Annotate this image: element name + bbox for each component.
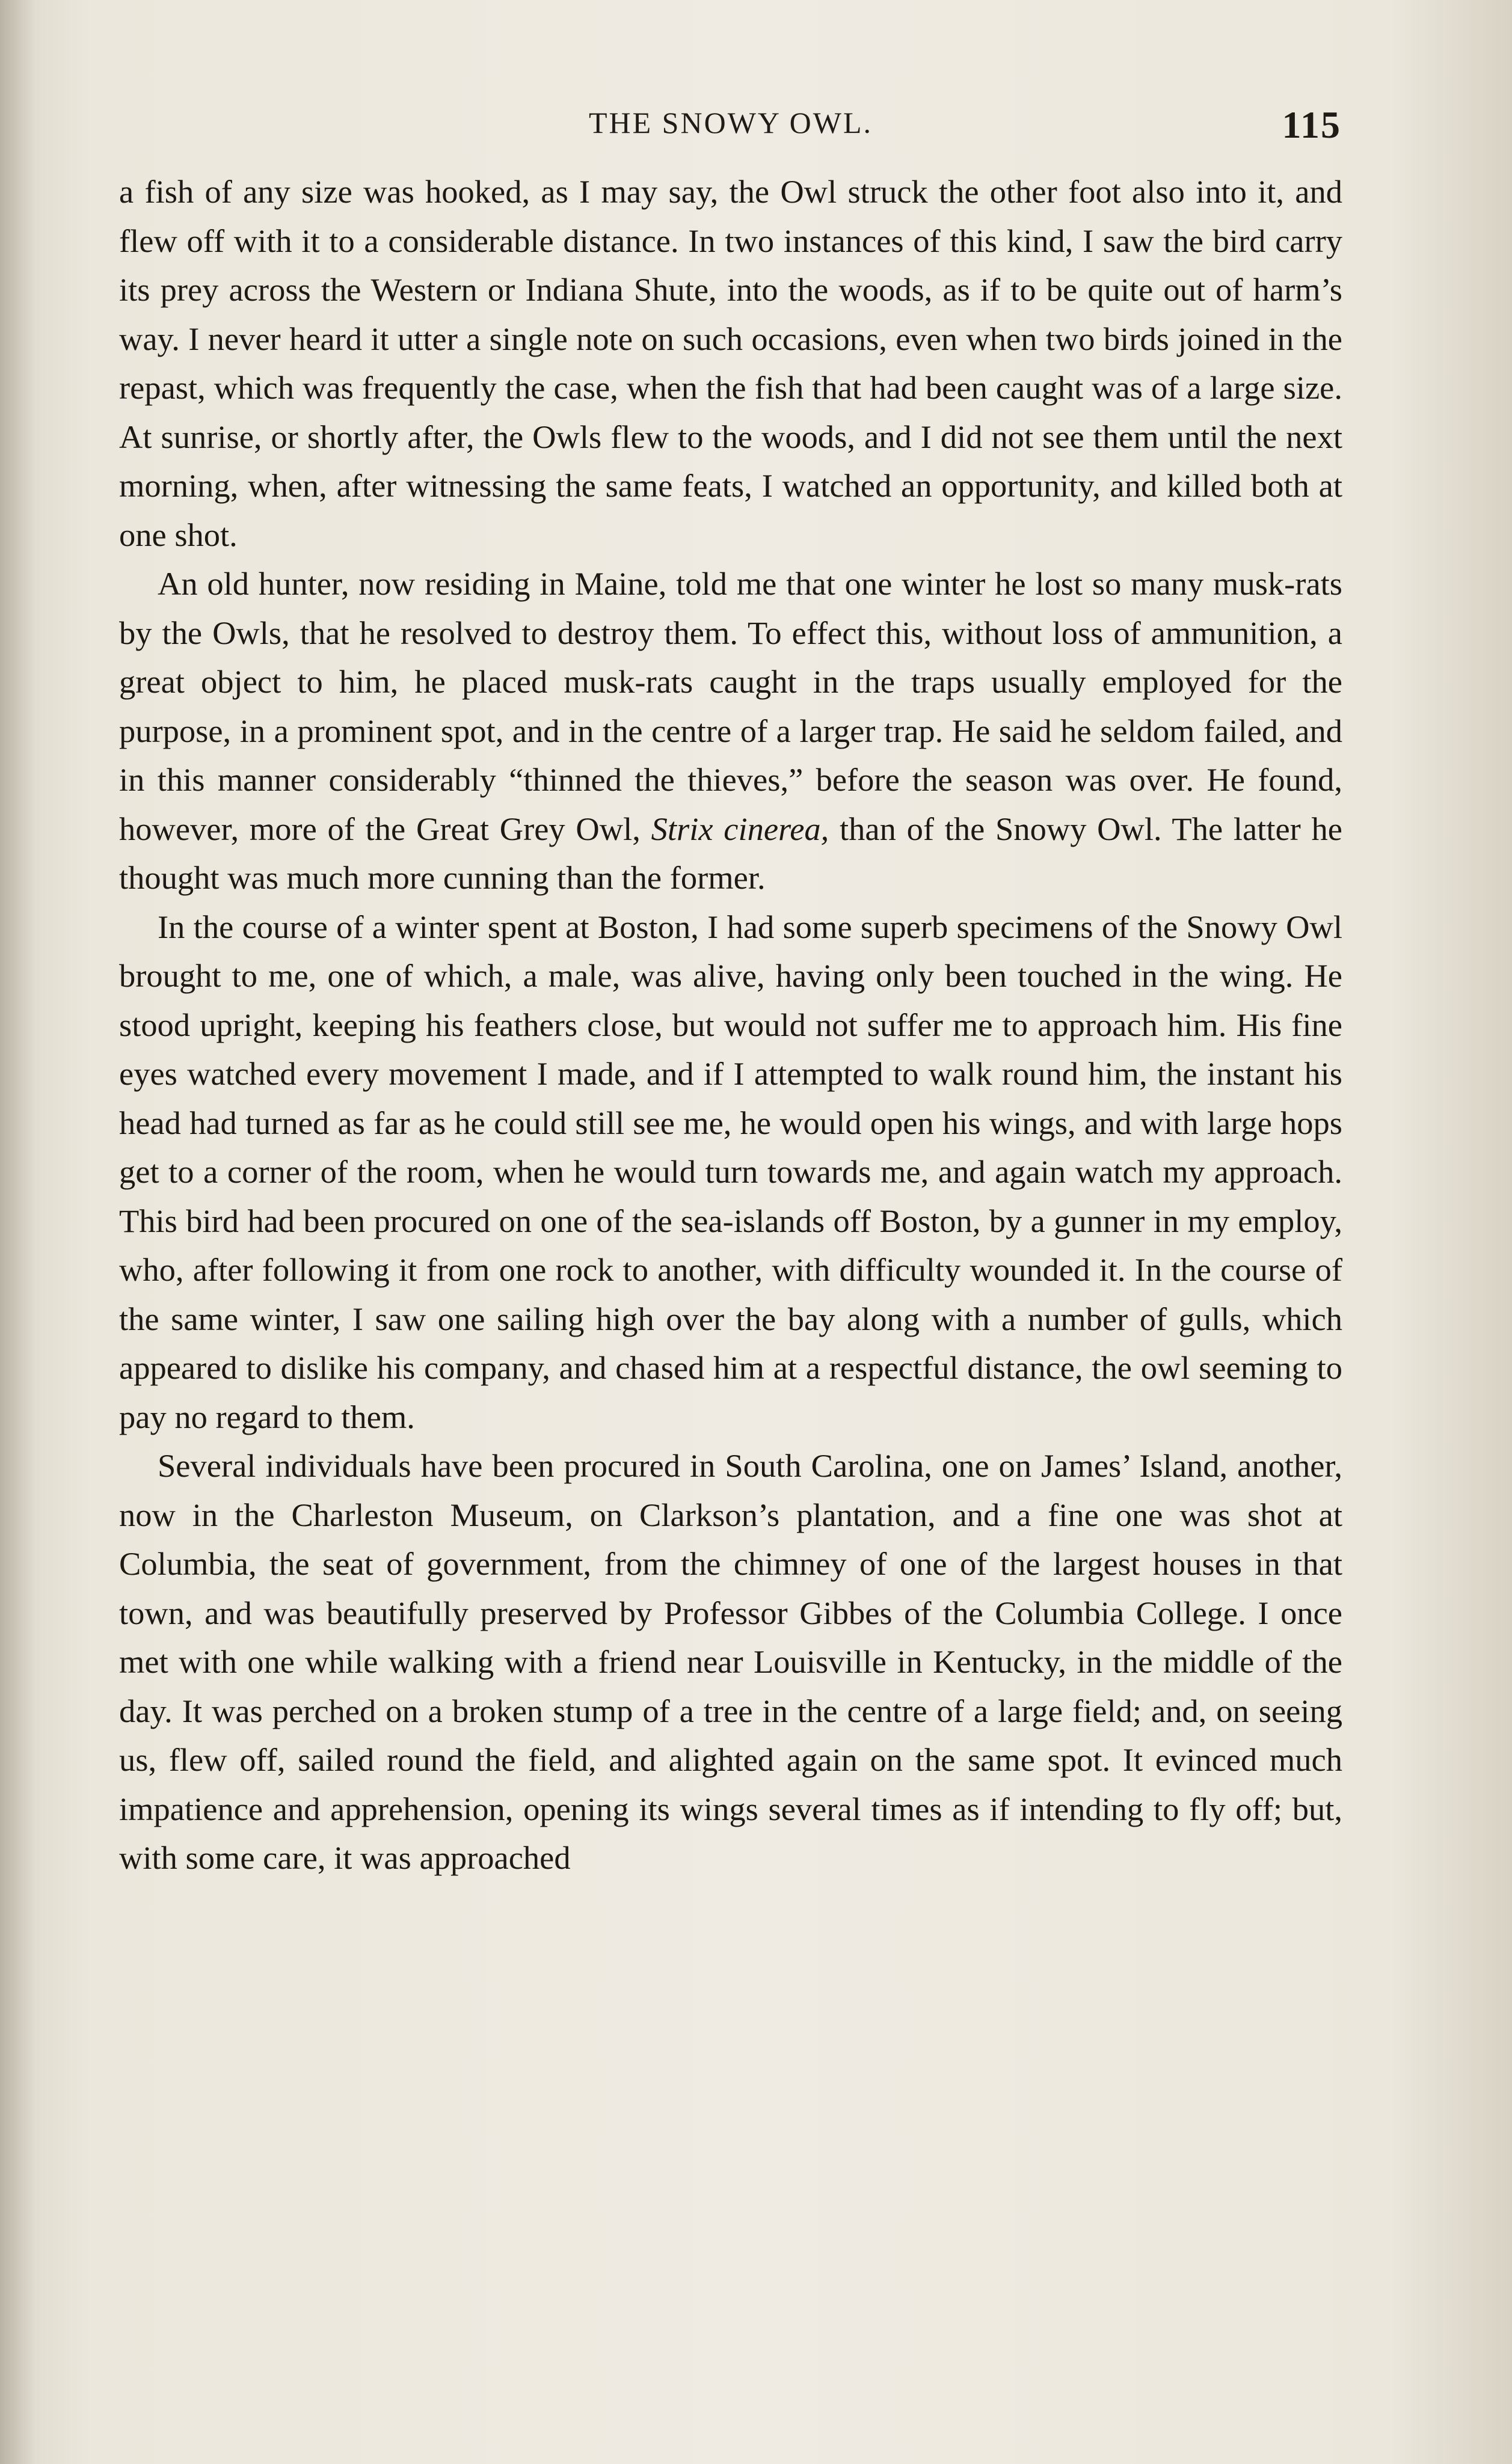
paragraph-3: In the course of a winter spent at Boston, I had some superb specimens of the Snowy Owl brought to me, one of which, a male, was alive, having only been touched in the wing. He stood upright, keeping his feathers close, but would not suffer me to approach him. His fine eyes watched every movement I made, and if I attempted to walk round him, the instant his head had turned as far as he could still see me, he would open his wings, and with large hops get to a corner of the room, when he would turn towards me, and again watch my approach. This bird had been procured on one of the sea-islands off Boston, by a gunner in my employ, who, after following it from one rock to another, with difficulty wounded it. In the course of the same winter, I saw one sailing high over the bay along with a number of gulls, which appeared to dislike his company, and chased him at a respectful distance, the owl seeming to pay no regard to them. xyxy=(119,908,1342,1435)
paragraph-1: a fish of any size was hooked, as I may say, the Owl struck the other foot also into it, and flew off with it to a considerable distance. In two instances of this kind, I saw the bird carry its prey across the Western or Indiana Shute, into the woods, as if to be quite out of harm’s way. I never heard it utter a single note on such occasions, even when two birds joined in the repast, which was frequently the case, when the fish that had been caught was of a large size. At sunrise, or shortly after, the Owls flew to the woods, and I did not see them until the next morning, when, after witnessing the same feats, I watched an opportunity, and killed both at one shot. xyxy=(119,173,1342,553)
running-head xyxy=(120,105,1341,153)
page-number: 115 xyxy=(1282,103,1341,146)
paragraph-2-text-before: An old hunter, now residing in Maine, told me that one winter he lost so many musk-rats by the Owls, that he resolved to destroy them. To effect this, without loss of ammunition, a great object to him, he placed musk-rats caught in the traps usually employed for the purpose, in a prominent spot, and in the centre of a larger trap. He said he seldom failed, and in this manner considerably “thinned the thieves,” before the season was over. He found, however, more of the Great Grey Owl, xyxy=(119,565,1342,847)
gutter-shadow xyxy=(0,0,36,2464)
paragraph-4: Several individuals have been procured in South Carolina, one on James’ Island, another, now in the Charleston Museum, on Clarkson’s plantation, and a fine one was shot at Columbia, the seat of government, from the chimney of one of the largest houses in that town, and was beautifully preserved by Professor Gibbes of the Columbia College. I once met with one while walking with a friend near Louisville in Kentucky, in the middle of the day. It was perched on a broken stump of a tree in the centre of a large field; and, on seeing us, flew off, sailed round the field, and alighted again on the same spot. It evinced much impatience and apprehension, opening its wings several times as if intending to fly off; but, with some care, it was approached xyxy=(119,1447,1342,1876)
running-head-title: THE SNOWY OWL. xyxy=(588,106,873,139)
paragraph-2 xyxy=(119,559,1342,903)
body-text xyxy=(119,167,1342,1883)
species-name-italic: Strix cinerea, xyxy=(651,810,829,847)
paragraph-2-text-after: than of the Snowy Owl. The latter he thought was much more cunning than the former. xyxy=(119,810,1342,896)
